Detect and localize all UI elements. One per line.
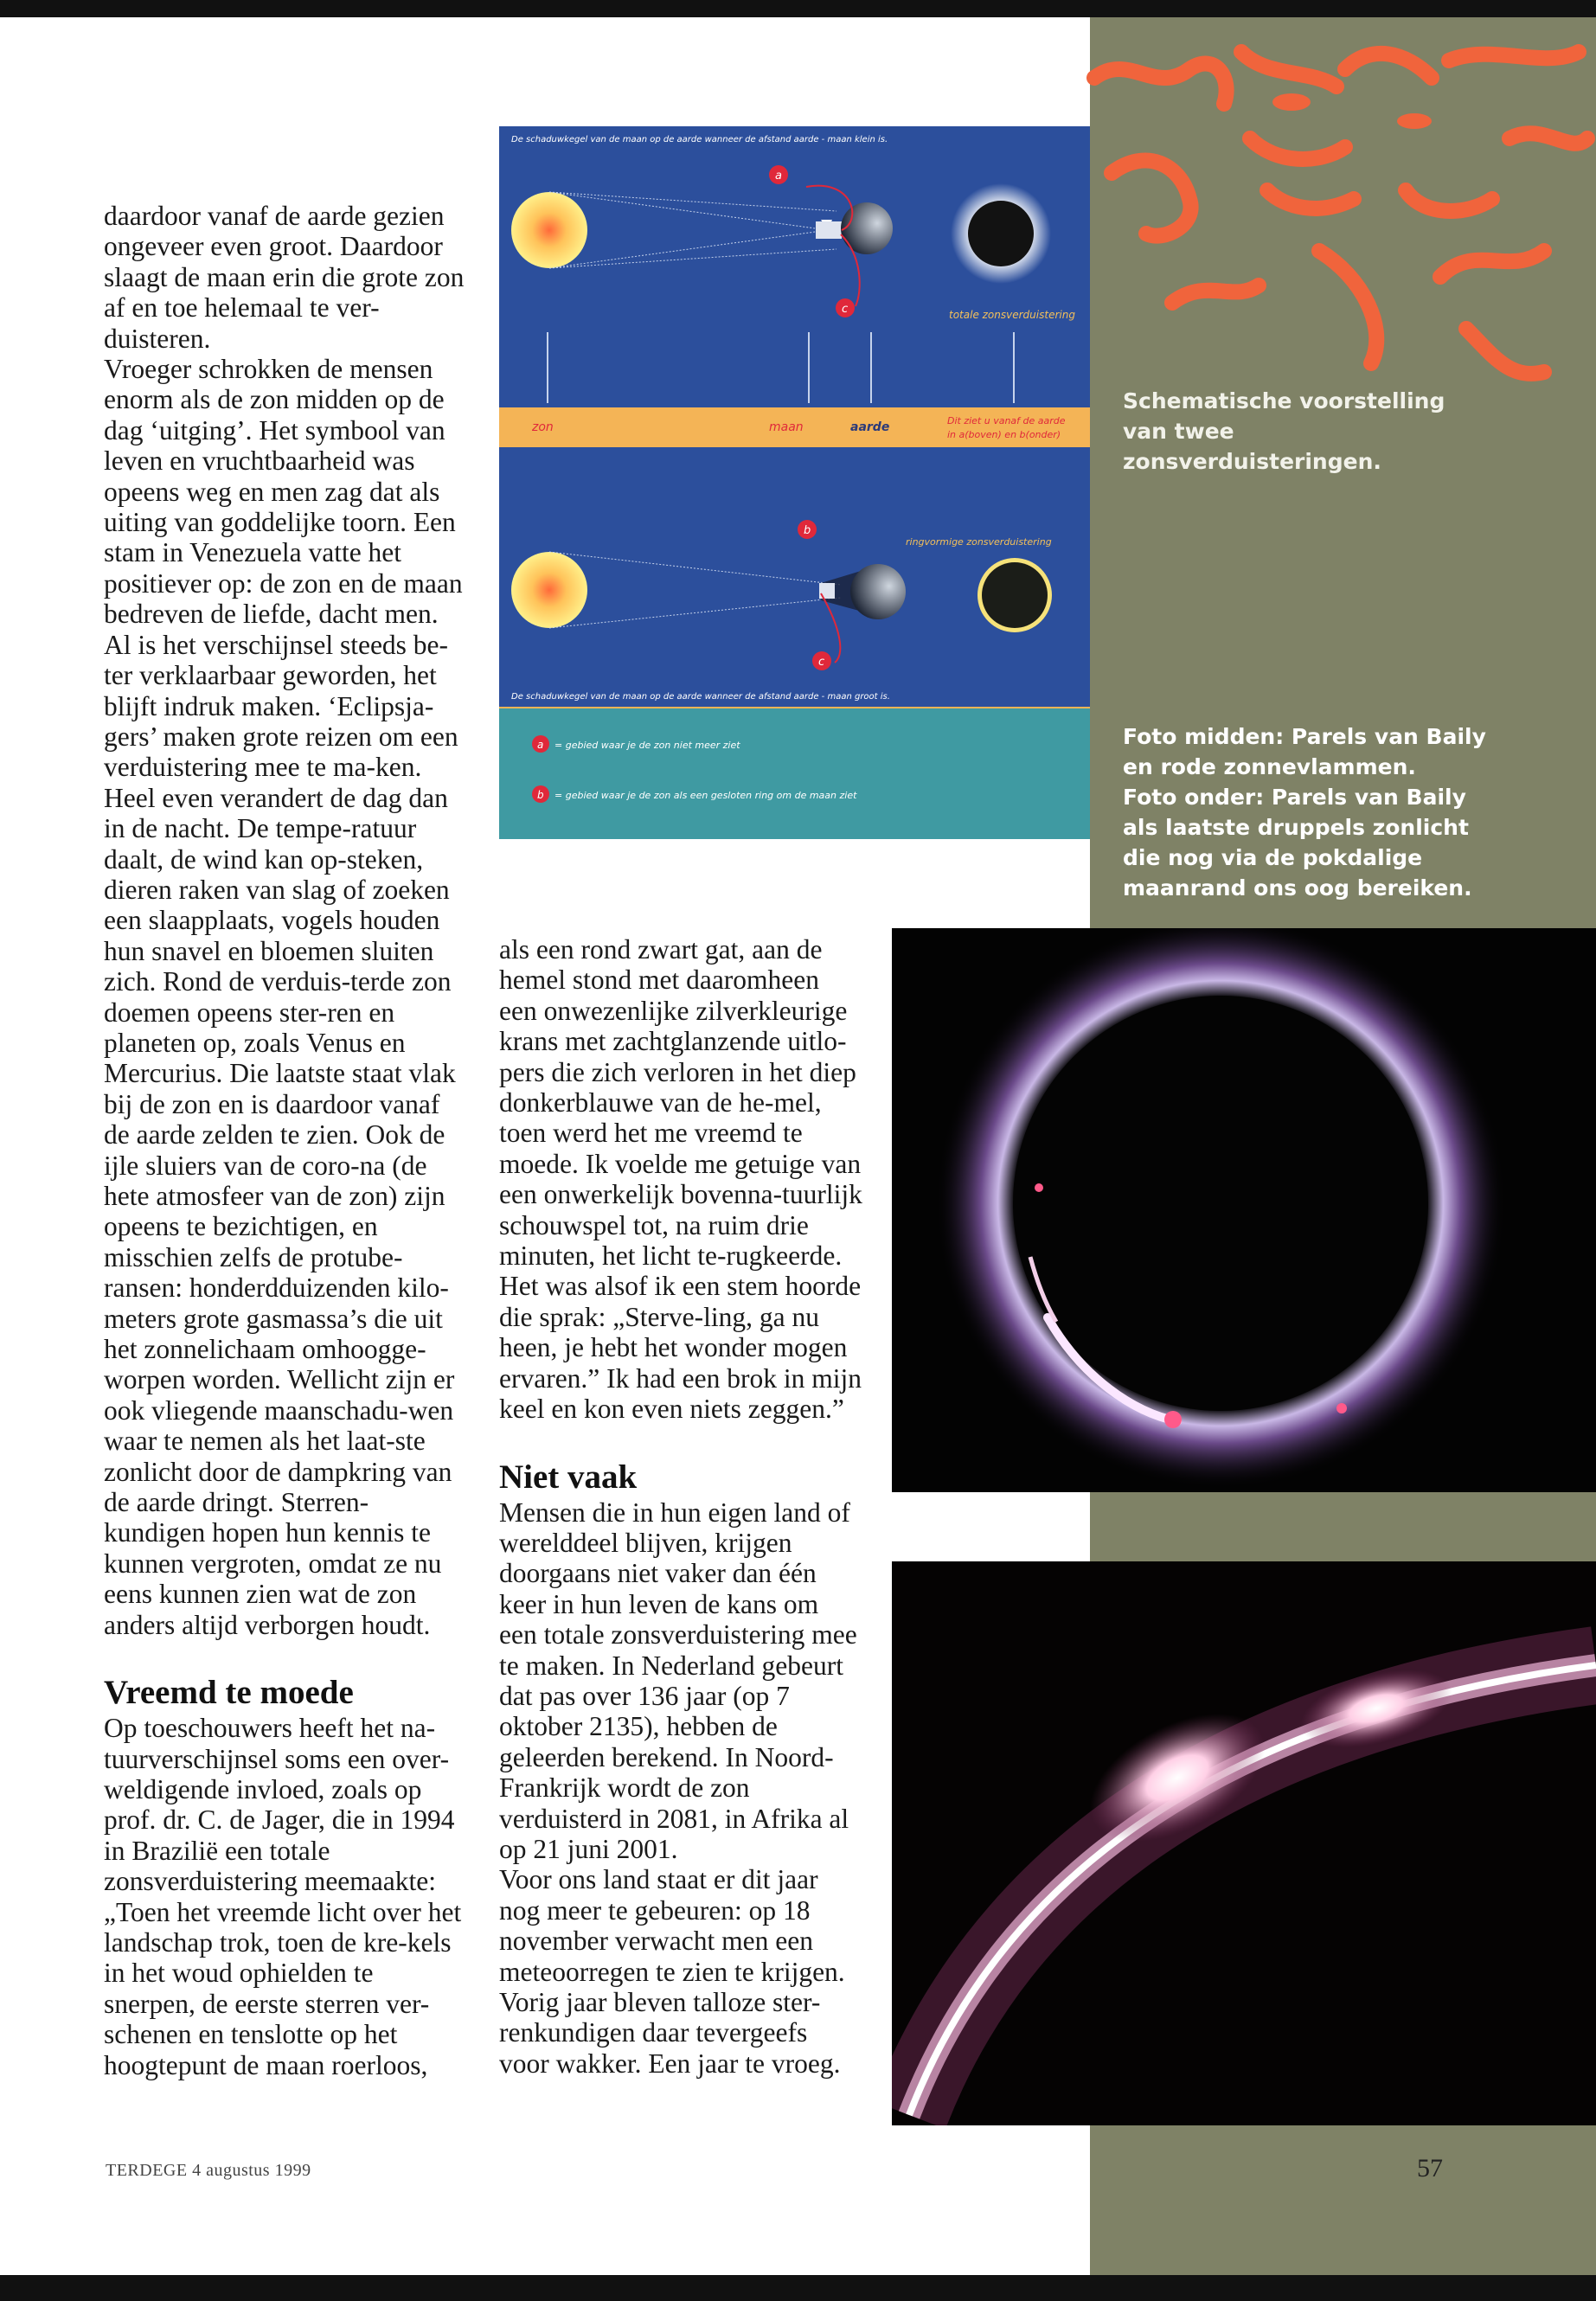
earth-bottom (850, 564, 906, 619)
caption-diagram-text: Schematische voorstelling van twee zonsverduisteringen. (1123, 388, 1445, 474)
caption-photo-middle: Foto midden: Parels van Baily en rode zonnevlammen. (1123, 724, 1486, 779)
diagram-bottom-title: De schaduwkegel van de maan op de aarde wanneer de afstand aarde - maan groot is. (511, 692, 890, 702)
marker-b-bottom-label: b (804, 524, 811, 537)
label-ring-eclipse: ringvormige zonsverduistering (906, 536, 1052, 548)
paragraph: als een rond zwart gat, aan de hemel stond met daaromheen een onwezenlijke zilverkleurige krans met zachtglanzende uitlo-pers die zich verloren in het diep donkerblauwe van de he-mel, toen werd het me vreemd te moede. Ik voelde me getuige van een onwerkelijk bovenna-tuurlijk schouwspel tot, na ruim drie minuten, het licht te-rugkeerde. Het was alsof ik een stem hoorde die sprak: „Sterve-ling, ga nu heen, je hebt het wonder mogen ervaren.” Ik had een brok in mijn keel en kon even niets zeggen.” (499, 934, 862, 1425)
article-column-middle (499, 934, 862, 2079)
top-border (0, 0, 1596, 17)
legend-marker-a-label: a (537, 739, 544, 751)
marker-a-top-label: a (775, 170, 782, 183)
page-number: 57 (1417, 2154, 1443, 2182)
paragraph: Mensen die in hun eigen land of werelddeel blijven, krijgen doorgaans niet vaker dan één keer in hun leven de kans om een totale zonsverduistering mee te maken. In Nederland gebeurt dat pas over 136 jaar (op 7 oktober 2135), hebben de geleerden berekend. In Noord-Frankrijk wordt de zon verduisterd in 2081, in Afrika al op 21 juni 2001. (499, 1497, 857, 1864)
label-zon: zon (532, 420, 554, 434)
legend-b-text: = gebied waar je de zon als een gesloten ring om de maan ziet (554, 790, 857, 801)
photo-last-light-graphic (892, 1561, 1596, 2125)
label-view-line1: Dit ziet u vanaf de aarde (947, 415, 1066, 426)
label-maan: maan (769, 420, 804, 434)
caption-photo-bottom: Foto onder: Parels van Baily als laatste druppels zonlicht die nog via de pokdalige maanrand ons oog bereiken. (1123, 785, 1472, 901)
diagram-legend (499, 708, 1090, 839)
paragraph: daardoor vanaf de aarde gezien ongeveer even groot. Daardoor slaagt de maan erin die grote zon af en toe helemaal te ver-duisteren. (104, 201, 465, 354)
paragraph: Al is het verschijnsel steeds be-ter verklaarbaar geworden, het blijft indruk maken. ‘Eclipsja-gers’ maken grote reizen om een verduistering mee te ma-ken. Heel even verandert de dag dan in de nacht. De tempe-ratuur daalt, de wind kan op-steken, dieren raken van slag of zoeken een slaapplaats, vogels houden hun snavel en bloemen sluiten zich. Rond de verduis-terde zon doemen opeens ster-ren en planeten op, zoals Venus en Mercurius. Die laatste staat vlak bij de zon en is daardoor vanaf de aarde zelden te zien. Ook de ijle sluiers van de coro-na (de hete atmosfeer van de zon) zijn opeens te bezichtigen, en misschien zelfs de protube-ransen: honderdduizenden kilo-meters grote gasmassa’s die uit het zonnelichaam omhoogge-worpen worden. Wellicht zijn er ook vliegende maanschadu-wen waar te nemen als het laat-ste zonlicht door de dampkring van de aarde dringt. Sterren-kundigen hopen hun kennis te kunnen vergroten, omdat ze nu eens kunnen zien wat de zon anders altijd verborgen houdt. (104, 629, 458, 1640)
photo-eclipse-baily-beads (892, 928, 1596, 1492)
section-heading-vreemd: Vreemd te moede (104, 1674, 354, 1712)
photo-eclipse-last-light (892, 1561, 1596, 2125)
photo-eclipse-graphic (892, 928, 1596, 1492)
bottom-border (0, 2275, 1596, 2301)
paragraph: Op toeschouwers heeft het na-tuurverschijnsel soms een over-weldigende invloed, zoals op prof. dr. C. de Jager, die in 1994 in Brazilië een totale zonsverduistering meemaakte: „Toen het vreemde licht over het landschap trok, toen de kre-kels in het woud ophielden te snerpen, de eerste sterren ver-schenen en tenslotte op het hoogtepunt de maan roerloos, (104, 1713, 462, 2080)
sun-top (511, 192, 587, 268)
legend-a-text: = gebied waar je de zon niet meer ziet (554, 740, 740, 751)
total-eclipse-disc (968, 201, 1034, 266)
diagram-top-title: De schaduwkegel van de maan op de aarde wanneer de afstand aarde - maan klein is. (511, 135, 888, 144)
sun-bottom (511, 552, 587, 628)
section-heading-niet-vaak: Niet vaak (499, 1458, 638, 1496)
sun-illustration (1060, 17, 1596, 424)
eclipse-diagram (499, 126, 1090, 839)
footer-magazine: TERDEGE 4 augustus 1999 (106, 2161, 311, 2180)
earth-top (841, 202, 893, 254)
legend-marker-b-label: b (537, 789, 544, 801)
marker-c-bottom-label: c (818, 656, 825, 669)
caption-diagram (1123, 386, 1486, 477)
label-aarde: aarde (850, 420, 890, 434)
marker-c-top-label: c (842, 303, 849, 316)
eclipse-diagram-graphic (499, 126, 1090, 839)
caption-photos (1123, 721, 1486, 903)
article-column-left (104, 201, 467, 2080)
label-view-line2: in a(boven) en b(onder) (947, 429, 1061, 440)
moon-top (816, 221, 842, 239)
moon-bottom (819, 583, 835, 599)
paragraph: Voor ons land staat er dit jaar nog meer te gebeuren: op 18 november verwacht men een meteoorregen te zien te krijgen. Vorig jaar bleven talloze ster-renkundigen daar tevergeefs voor wakker. Een jaar te vroeg. (499, 1864, 845, 2079)
annular-disc (982, 562, 1048, 628)
paragraph: Vroeger schrokken de mensen enorm als de zon midden op de dag ‘uitging’. Het symbool van leven en vruchtbaarheid was opeens weg en men zag dat als uiting van goddelijke toorn. Een stam in Venezuela vatte het positiever op: de zon en de maan bedreven de liefde, dacht men. (104, 354, 463, 630)
label-total-eclipse: totale zonsverduistering (949, 309, 1075, 321)
